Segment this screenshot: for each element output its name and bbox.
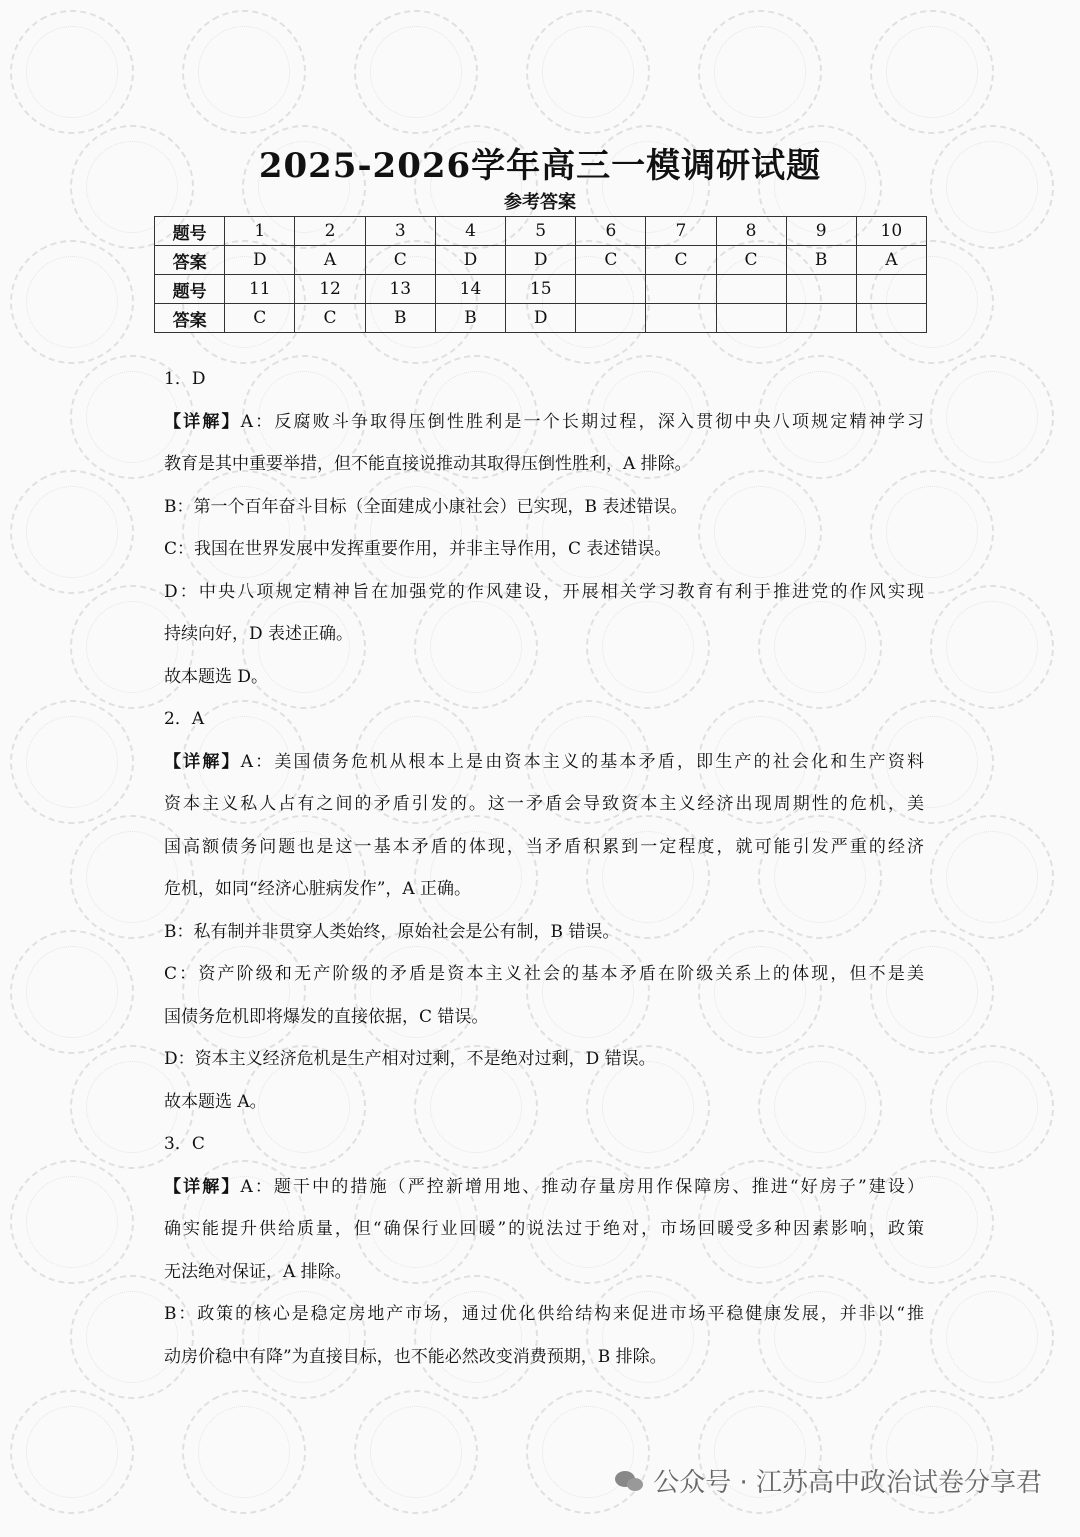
text-line [164, 528, 924, 571]
line-text: B：政策的核心是稳定房地产市场，通过优化供给结构来促进市场平稳健康发展，并非以“推 [164, 1304, 924, 1324]
watermark-stamp [503, 1367, 672, 1536]
explanation-body [164, 358, 924, 1378]
wechat-icon [615, 1469, 645, 1493]
watermark-stamp [0, 447, 157, 616]
line-text: 确实能提升供给质量，但“确保行业回暖”的说法过于绝对，市场回暖受多种因素影响，政策 [164, 1219, 924, 1239]
answer-cell: D [225, 246, 295, 275]
watermark-stamp [907, 1252, 1076, 1421]
question-number-cell: 3 [365, 217, 435, 246]
watermark-stamp [159, 0, 328, 157]
line-text: A：题干中的措施（严控新增用地、推动存量房用作保障房、推进“好房子”建设） [240, 1176, 924, 1197]
question-number-cell: 14 [435, 275, 505, 304]
text-line [164, 996, 924, 1039]
line-text: 故本题选 D。 [164, 666, 269, 687]
question-number-cell: 6 [576, 217, 646, 246]
watermark-stamp [675, 1367, 844, 1536]
text-line [164, 571, 924, 614]
text-line [164, 1166, 924, 1209]
text-line [164, 1251, 924, 1294]
line-text: 2．A [164, 709, 205, 729]
text-line [164, 1038, 924, 1081]
text-line [164, 911, 924, 954]
watermark-stamp [847, 0, 1016, 157]
watermark-stamp [907, 102, 1076, 271]
page-title: 2025-2026学年高三一模调研试题 [258, 146, 822, 186]
text-line [164, 1123, 924, 1166]
answer-cell: D [435, 246, 505, 275]
line-text: 3．C [164, 1134, 205, 1154]
question-number-cell: 1 [225, 217, 295, 246]
text-line [164, 1208, 924, 1251]
answer-table [154, 216, 927, 333]
line-text: C：资产阶级和无产阶级的矛盾是资本主义社会的基本矛盾在阶级关系上的体现，但不是美 [164, 964, 924, 984]
line-text: D：资本主义经济危机是生产相对过剩，不是绝对过剩，D 错误。 [164, 1049, 656, 1069]
answer-cell: C [225, 304, 295, 333]
line-text: C：我国在世界发展中发挥重要作用，并非主导作用，C 表述错误。 [164, 539, 672, 559]
watermark-stamp [331, 0, 500, 157]
answer-cell: A [856, 246, 926, 275]
row-label: 答案 [155, 246, 225, 275]
question-number-cell: 10 [856, 217, 926, 246]
line-text: 教育是其中重要举措，但不能直接说推动其取得压倒性胜利，A 排除。 [164, 454, 692, 474]
detail-tag: 【详解】 [164, 751, 241, 772]
text-line [164, 358, 924, 401]
watermark-stamp [847, 1367, 1016, 1536]
text-line [164, 868, 924, 911]
footer-text: 公众号 · 江苏高中政治试卷分享君 [653, 1468, 1042, 1498]
line-text: 无法绝对保证，A 排除。 [164, 1261, 352, 1282]
question-number-cell: 13 [365, 275, 435, 304]
text-line [164, 741, 924, 784]
watermark-stamp [0, 217, 157, 386]
answer-cell: C [646, 246, 716, 275]
text-line [164, 401, 924, 444]
watermark-stamp [331, 1367, 500, 1536]
question-number-cell [716, 275, 786, 304]
table-row-answers [155, 246, 927, 275]
line-text: 国高额债务问题也是这一基本矛盾的体现，当矛盾积累到一定程度，就可能引发严重的经济 [164, 836, 924, 857]
answer-cell [786, 304, 856, 333]
table-row-numbers [155, 275, 927, 304]
question-number-cell: 7 [646, 217, 716, 246]
question-number-cell: 11 [225, 275, 295, 304]
text-line [164, 826, 924, 869]
answer-cell: A [295, 246, 365, 275]
line-text: 动房价稳中有降”为直接目标，也不能必然改变消费预期，B 排除。 [164, 1346, 667, 1367]
question-number-cell: 4 [435, 217, 505, 246]
answer-cell: C [295, 304, 365, 333]
row-label: 题号 [155, 275, 225, 304]
footer-brand [615, 1462, 1042, 1499]
answer-cell: C [716, 246, 786, 275]
line-text: A：美国债务危机从根本上是由资本主义的基本矛盾，即生产的社会化和生产资料 [240, 751, 925, 772]
text-line [164, 1336, 924, 1379]
line-text: 持续向好，D 表述正确。 [164, 624, 354, 644]
answer-cell: B [365, 304, 435, 333]
detail-tag: 【详解】 [164, 411, 241, 432]
text-line [164, 613, 924, 656]
watermark-stamp [0, 907, 157, 1076]
text-line [164, 953, 924, 996]
text-line [164, 443, 924, 486]
answer-cell [856, 304, 926, 333]
watermark-stamp [0, 1367, 157, 1536]
row-label: 题号 [155, 217, 225, 246]
text-line [164, 1081, 924, 1124]
row-label: 答案 [155, 304, 225, 333]
question-number-cell [856, 275, 926, 304]
page-subtitle: 参考答案 [504, 192, 576, 213]
detail-tag: 【详解】 [164, 1176, 241, 1197]
line-text: 故本题选 A。 [164, 1091, 267, 1112]
answer-cell: C [365, 246, 435, 275]
watermark-stamp [907, 792, 1076, 961]
watermark-stamp [159, 1367, 328, 1536]
text-line [164, 486, 924, 529]
question-number-cell: 5 [506, 217, 576, 246]
watermark-stamp [503, 0, 672, 157]
line-text: 国债务危机即将爆发的直接依据，C 错误。 [164, 1006, 489, 1027]
question-number-cell: 12 [295, 275, 365, 304]
line-text: A：反腐败斗争取得压倒性胜利是一个长期过程，深入贯彻中央八项规定精神学习 [240, 411, 925, 432]
answer-cell [646, 304, 716, 333]
watermark-stamp [0, 0, 157, 157]
line-text: 1．D [164, 369, 206, 389]
answer-cell: B [786, 246, 856, 275]
watermark-stamp [0, 1137, 157, 1306]
answer-cell [576, 304, 646, 333]
watermark-stamp [907, 332, 1076, 501]
line-text: B：私有制并非贯穿人类始终，原始社会是公有制，B 错误。 [164, 921, 620, 942]
question-number-cell [576, 275, 646, 304]
line-text: 危机，如同“经济心脏病发作”，A 正确。 [164, 879, 472, 899]
table-row-numbers [155, 217, 927, 246]
text-line [164, 783, 924, 826]
watermark-stamp [907, 1022, 1076, 1191]
question-number-cell: 9 [786, 217, 856, 246]
table-row-answers [155, 304, 927, 333]
answer-cell: C [576, 246, 646, 275]
line-text: 资本主义私人占有之间的矛盾引发的。这一矛盾会导致资本主义经济出现周期性的危机，美 [164, 794, 924, 814]
question-number-cell: 2 [295, 217, 365, 246]
answer-cell [716, 304, 786, 333]
line-text: D：中央八项规定精神旨在加强党的作风建设，开展相关学习教育有利于推进党的作风实现 [164, 581, 924, 602]
question-number-cell [786, 275, 856, 304]
answer-cell: B [435, 304, 505, 333]
watermark-stamp [907, 562, 1076, 731]
watermark-stamp [675, 0, 844, 157]
answer-cell: D [506, 246, 576, 275]
question-number-cell: 8 [716, 217, 786, 246]
text-line [164, 656, 924, 699]
question-number-cell: 15 [506, 275, 576, 304]
line-text: B：第一个百年奋斗目标（全面建成小康社会）已实现，B 表述错误。 [164, 496, 688, 517]
text-line [164, 1293, 924, 1336]
answer-cell: D [506, 304, 576, 333]
watermark-stamp [0, 677, 157, 846]
text-line [164, 698, 924, 741]
question-number-cell [646, 275, 716, 304]
